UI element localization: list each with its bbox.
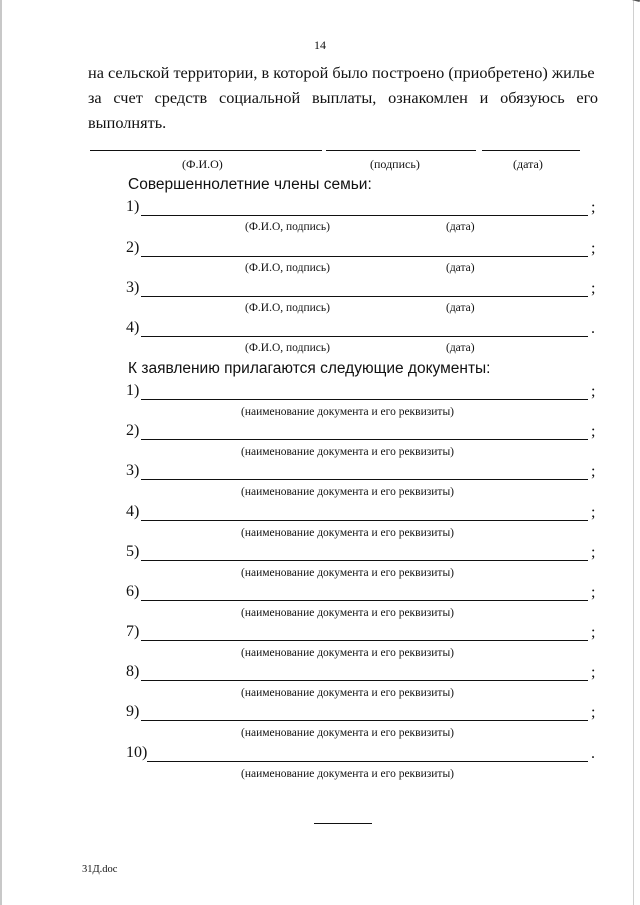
document-row-line <box>141 680 588 681</box>
fio-caption: (Ф.И.О) <box>182 157 223 171</box>
document-caption: (наименование документа и его реквизиты) <box>241 768 454 780</box>
family-row <box>0 279 640 299</box>
family-row-number: 2) <box>126 239 140 256</box>
document-row-end: ; <box>591 584 596 601</box>
family-caption-date: (дата) <box>446 221 475 233</box>
document-row-number: 4) <box>126 503 140 520</box>
intro-paragraph <box>88 60 598 135</box>
family-heading: Совершеннолетние члены семьи: <box>128 176 372 193</box>
document-row-line <box>141 640 588 641</box>
scan-corner-mark <box>598 0 640 14</box>
document-row-number: 1) <box>126 382 140 399</box>
family-row-line <box>141 256 588 257</box>
documents-heading: К заявлению прилагаются следующие документы: <box>128 360 491 377</box>
document-row-number: 7) <box>126 623 140 640</box>
document-row <box>0 703 640 723</box>
document-row-line <box>147 761 588 762</box>
family-caption-fio: (Ф.И.О, подпись) <box>245 262 330 274</box>
document-row <box>0 422 640 442</box>
family-row-number: 1) <box>126 198 140 215</box>
document-caption: (наименование документа и его реквизиты) <box>241 567 454 579</box>
family-row-end: ; <box>591 280 596 297</box>
family-row-line <box>141 336 588 337</box>
document-row-number: 6) <box>126 583 140 600</box>
document-row-end: ; <box>591 423 596 440</box>
document-row <box>0 462 640 482</box>
document-caption: (наименование документа и его реквизиты) <box>241 486 454 498</box>
document-caption: (наименование документа и его реквизиты) <box>241 607 454 619</box>
document-caption: (наименование документа и его реквизиты) <box>241 446 454 458</box>
intro-line: выполнять. <box>88 113 167 132</box>
document-row-line <box>141 560 588 561</box>
date-signature-line <box>482 150 580 151</box>
family-caption-fio: (Ф.И.О, подпись) <box>245 221 330 233</box>
document-row-end: ; <box>591 383 596 400</box>
family-caption-date: (дата) <box>446 342 475 354</box>
document-row-line <box>141 439 588 440</box>
document-row-number: 8) <box>126 663 140 680</box>
footer-filename: 31Д.doc <box>82 864 118 875</box>
family-caption-fio: (Ф.И.О, подпись) <box>245 302 330 314</box>
document-row-number: 5) <box>126 543 140 560</box>
family-row-end: ; <box>591 199 596 216</box>
document-row-number: 2) <box>126 422 140 439</box>
intro-line: за счет средств социальной выплаты, ознакомлен и обязуюсь его <box>88 88 598 107</box>
family-caption-date: (дата) <box>446 262 475 274</box>
document-row-line <box>141 399 588 400</box>
document-row-number: 9) <box>126 703 140 720</box>
family-row <box>0 319 640 339</box>
document-row-end: ; <box>591 704 596 721</box>
document-caption: (наименование документа и его реквизиты) <box>241 687 454 699</box>
scan-edge-left <box>0 0 2 905</box>
closing-rule <box>314 823 372 824</box>
document-row-line <box>141 479 588 480</box>
signature-caption: (подпись) <box>370 157 420 171</box>
document-row-end: ; <box>591 544 596 561</box>
document-row-end: ; <box>591 624 596 641</box>
document-row <box>0 583 640 603</box>
document-row-line <box>141 520 588 521</box>
signature-line <box>326 150 476 151</box>
document-row <box>0 744 640 764</box>
document-row <box>0 663 640 683</box>
family-row-line <box>141 215 588 216</box>
family-caption-fio: (Ф.И.О, подпись) <box>245 342 330 354</box>
document-row-end: . <box>591 745 595 762</box>
family-row-end: . <box>591 320 595 337</box>
intro-line: на сельской территории, в которой было построено (приобретено) жилье <box>88 63 595 82</box>
document-row-number: 3) <box>126 462 140 479</box>
page-number: 14 <box>314 38 326 52</box>
document-row <box>0 543 640 563</box>
family-caption-date: (дата) <box>446 302 475 314</box>
document-row-end: ; <box>591 664 596 681</box>
scan-edge-right <box>633 0 634 905</box>
family-row-number: 3) <box>126 279 140 296</box>
document-caption: (наименование документа и его реквизиты) <box>241 647 454 659</box>
document-caption: (наименование документа и его реквизиты) <box>241 727 454 739</box>
family-row <box>0 239 640 259</box>
document-row <box>0 382 640 402</box>
document-row-number: 10) <box>126 744 148 761</box>
date-caption: (дата) <box>513 157 543 171</box>
family-row <box>0 198 640 218</box>
document-caption: (наименование документа и его реквизиты) <box>241 406 454 418</box>
document-row <box>0 623 640 643</box>
document-caption: (наименование документа и его реквизиты) <box>241 527 454 539</box>
document-row <box>0 503 640 523</box>
family-row-number: 4) <box>126 319 140 336</box>
fio-signature-line <box>90 150 322 151</box>
family-row-end: ; <box>591 240 596 257</box>
document-row-line <box>141 720 588 721</box>
document-row-end: ; <box>591 504 596 521</box>
document-row-line <box>141 600 588 601</box>
family-row-line <box>141 296 588 297</box>
document-row-end: ; <box>591 463 596 480</box>
